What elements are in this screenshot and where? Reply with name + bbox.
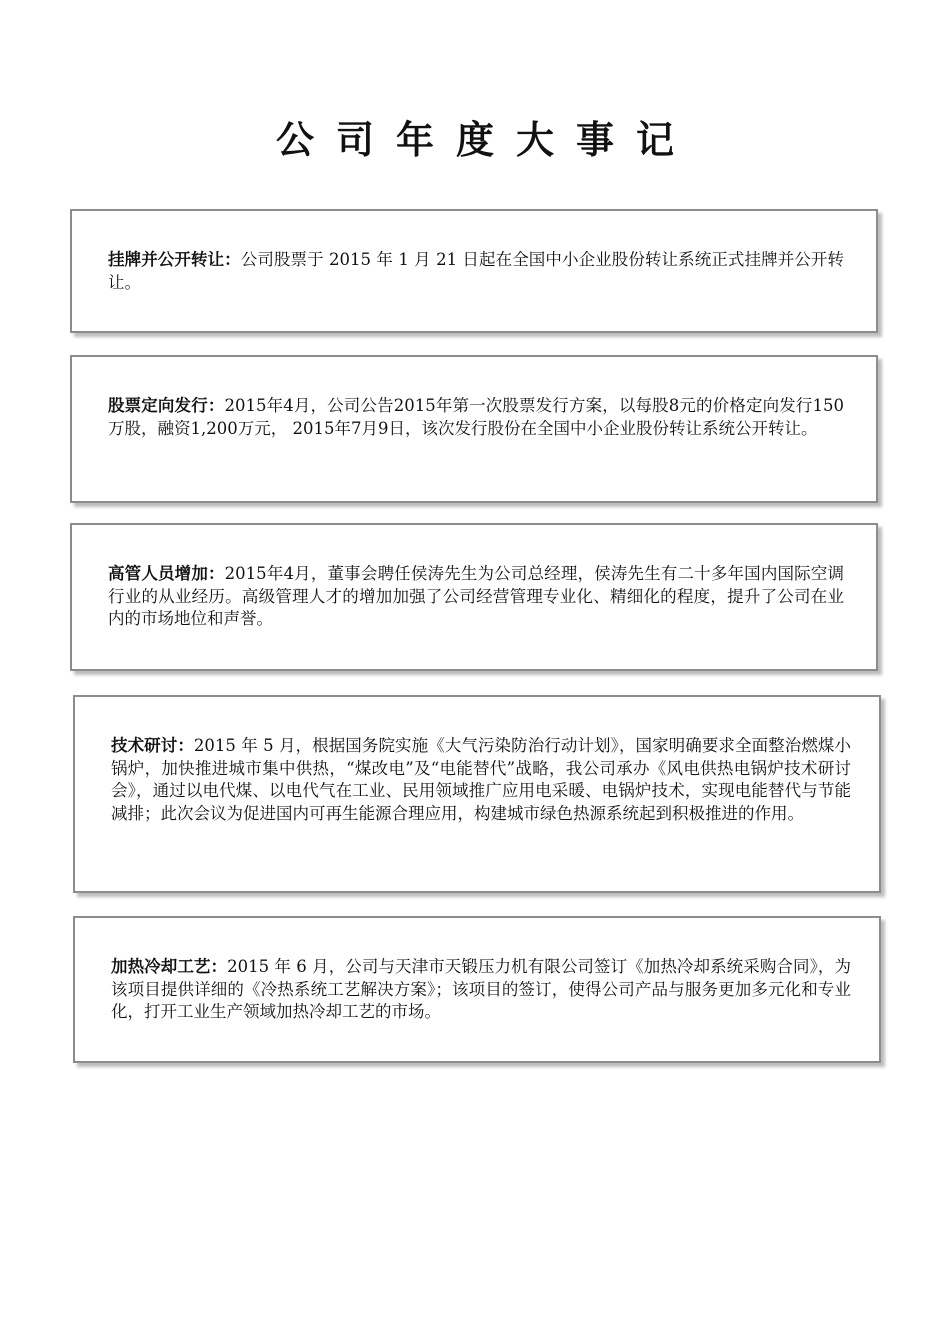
event-heading: 股票定向发行： <box>108 396 225 415</box>
event-heading: 加热冷却工艺： <box>111 957 228 976</box>
page-title: 公司年度大事记 <box>275 118 696 162</box>
event-body: 2015 年 6 月，公司与天津市天锻压力机有限公司签订《加热冷却系统采购合同》，为该项目提供详细的《冷热系统工艺解决方案》；该项目的签订，使得公司产品与服务更加多元化和专业化，打开工业生产领域加热冷却工艺的市场。 <box>111 957 851 1021</box>
event-text <box>108 249 844 294</box>
event-box-seminar <box>73 695 881 893</box>
event-body: 2015年4月，董事会聘任侯涛先生为公司总经理，侯涛先生有二十多年国内国际空调行业的从业经历。高级管理人才的增加加强了公司经营管理专业化、精细化的程度，提升了公司在业内的市场地位和声誉。 <box>108 564 844 628</box>
event-box-management <box>70 523 878 671</box>
event-body: 2015年4月，公司公告2015年第一次股票发行方案，以每股8元的价格定向发行150万股，融资1,200万元， 2015年7月9日，该次发行股份在全国中小企业股份转让系统公开转让。 <box>108 396 844 438</box>
event-heading: 技术研讨： <box>111 736 194 755</box>
event-heading: 挂牌并公开转让： <box>108 250 241 269</box>
event-box-stock-issuance <box>70 355 878 503</box>
event-box-heating-cooling <box>73 916 881 1063</box>
event-text <box>111 735 851 825</box>
event-box-listing <box>70 209 878 333</box>
event-heading: 高管人员增加： <box>108 564 225 583</box>
event-body: 公司股票于 2015 年 1 月 21 日起在全国中小企业股份转让系统正式挂牌并公开转让。 <box>108 250 844 292</box>
event-text <box>111 956 851 1024</box>
event-text <box>108 563 844 631</box>
event-body: 2015 年 5 月，根据国务院实施《大气污染防治行动计划》，国家明确要求全面整治燃煤小锅炉，加快推进城市集中供热，“煤改电”及“电能替代”战略，我公司承办《风电供热电锅炉技术研讨会》，通过以电代煤、以电代气在工业、民用领域推广应用电采暖、电锅炉技术，实现电能替代与节能减排；此次会议为促进国内可再生能源合理应用，构建城市绿色热源系统起到积极推进的作用。 <box>111 736 852 823</box>
event-text <box>108 395 844 440</box>
